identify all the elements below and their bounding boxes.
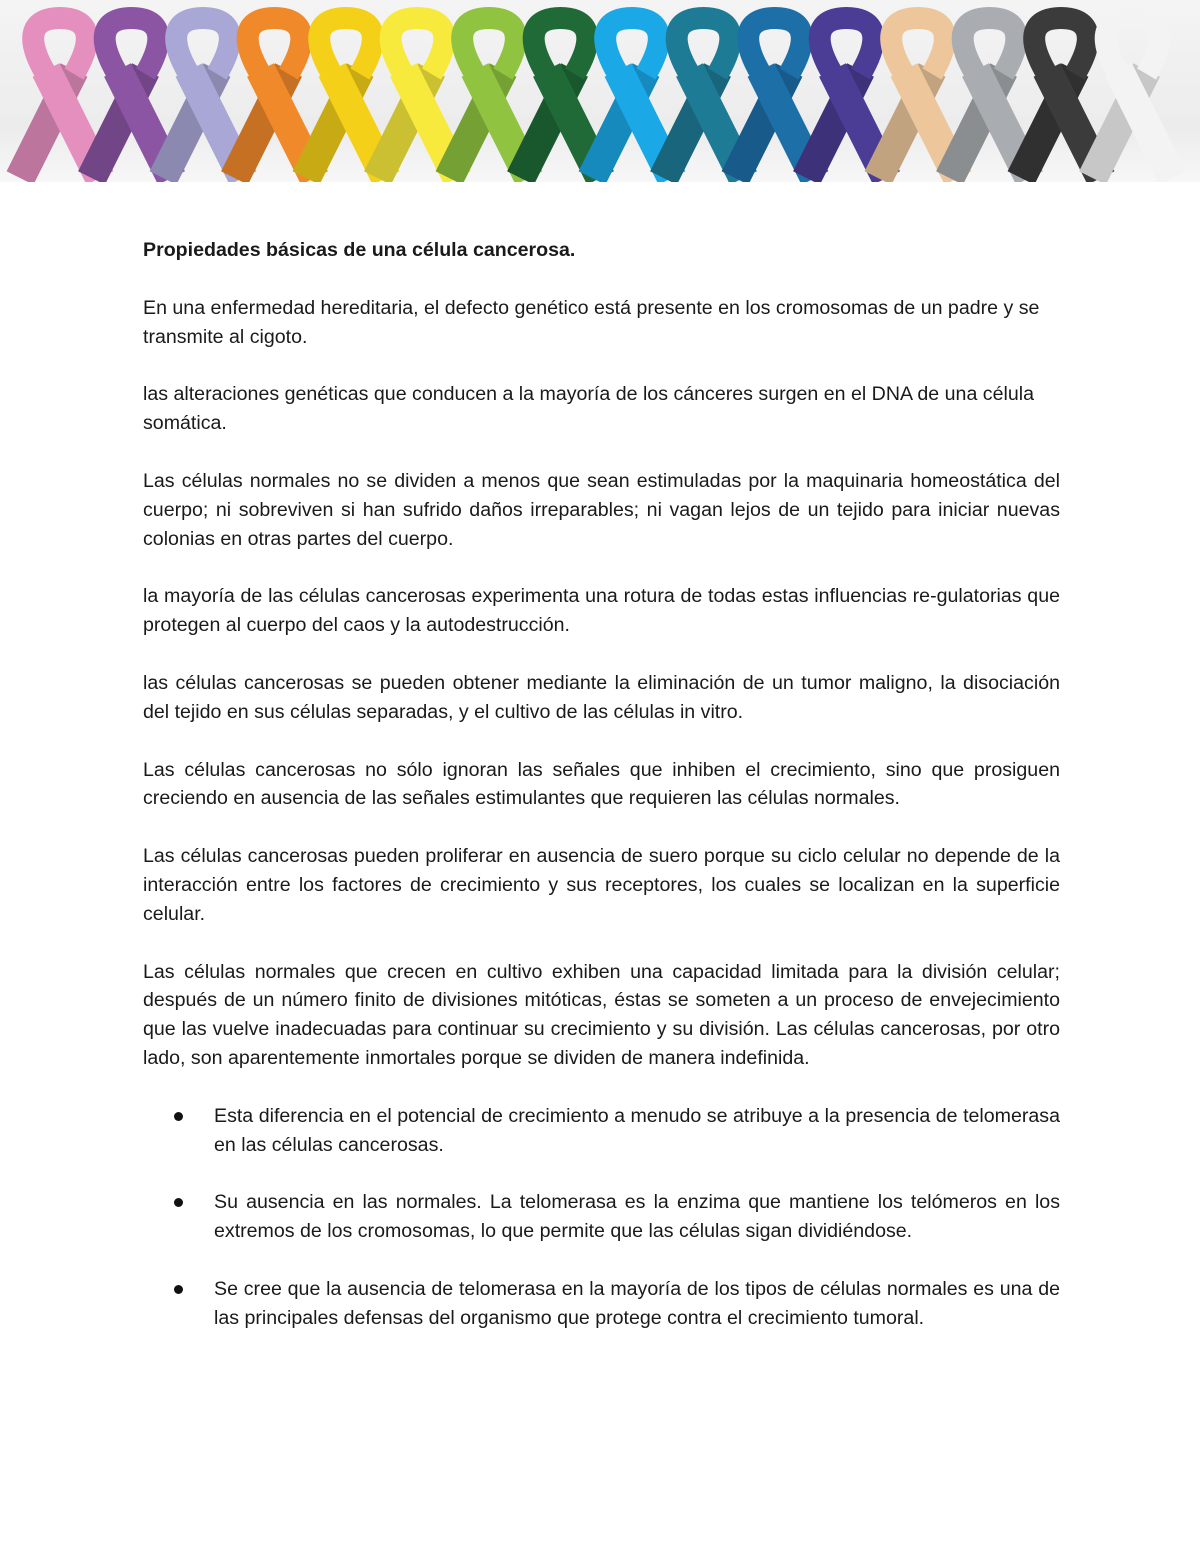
paragraph: las alteraciones genéticas que conducen a la mayoría de los cánceres surgen en el DNA de una célula somática. [143, 383, 1034, 435]
ribbons-banner [0, 0, 1200, 182]
list-item-text: Esta diferencia en el potencial de crecimiento a menudo se atribuye a la presencia de telomerasa en las células cancerosas. [214, 1104, 1060, 1156]
document-body [143, 236, 1060, 1362]
document-title: Propiedades básicas de una célula cancerosa. [143, 239, 576, 261]
paragraph: Las células cancerosas pueden proliferar en ausencia de suero porque su ciclo celular no depende de la interacción entre los factores de crecimiento y sus receptores, los cuales se localizan en la superficie celular. [143, 845, 1060, 925]
list-item [143, 1102, 1060, 1160]
bullet-icon [174, 1285, 183, 1294]
list-item-text: Su ausencia en las normales. La telomerasa es la enzima que mantiene los telómeros en los extremos de los cromosomas, lo que permite que las células sigan dividiéndose. [214, 1191, 1060, 1243]
paragraph: las células cancerosas se pueden obtener mediante la eliminación de un tumor maligno, la disociación del tejido en sus células separadas, y el cultivo de las células in vitro. [143, 671, 1060, 723]
awareness-ribbons-icon [0, 0, 1200, 182]
paragraph: la mayoría de las células cancerosas experimenta una rotura de todas estas influencias re-gulatorias que protegen al cuerpo del caos y la autodestrucción. [143, 585, 1060, 637]
list-item [143, 1275, 1060, 1333]
bullet-icon [174, 1112, 183, 1121]
paragraph: Las células normales no se dividen a menos que sean estimuladas por la maquinaria homeostática del cuerpo; ni sobreviven si han sufrido daños irreparables; ni vagan lejos de un tejido para iniciar nuevas colonias en otras partes del cuerpo. [143, 469, 1060, 550]
paragraph: Las células normales que crecen en cultivo exhiben una capacidad limitada para la división celular; después de un número finito de divisiones mitóticas, éstas se someten a un proceso de envejecimiento que las vuelve inadecuadas para continuar su crecimiento y su división. Las células cancerosas, por otro lado, son aparentemente inmortales porque se dividen de manera indefinida. [143, 960, 1060, 1069]
list-item [143, 1188, 1060, 1246]
bullet-list [143, 1102, 1060, 1333]
list-item-text: Se cree que la ausencia de telomerasa en la mayoría de los tipos de células normales es una de las principales defensas del organismo que protege contra el crecimiento tumoral. [214, 1277, 1060, 1329]
paragraph: En una enfermedad hereditaria, el defecto genético está presente en los cromosomas de un padre y se transmite al cigoto. [143, 296, 1040, 348]
ribbon-icon [1093, 18, 1173, 178]
bullet-icon [174, 1198, 183, 1207]
paragraph: Las células cancerosas no sólo ignoran las señales que inhiben el crecimiento, sino que prosiguen creciendo en ausencia de las señales estimulantes que requieren las células normales. [143, 758, 1060, 810]
